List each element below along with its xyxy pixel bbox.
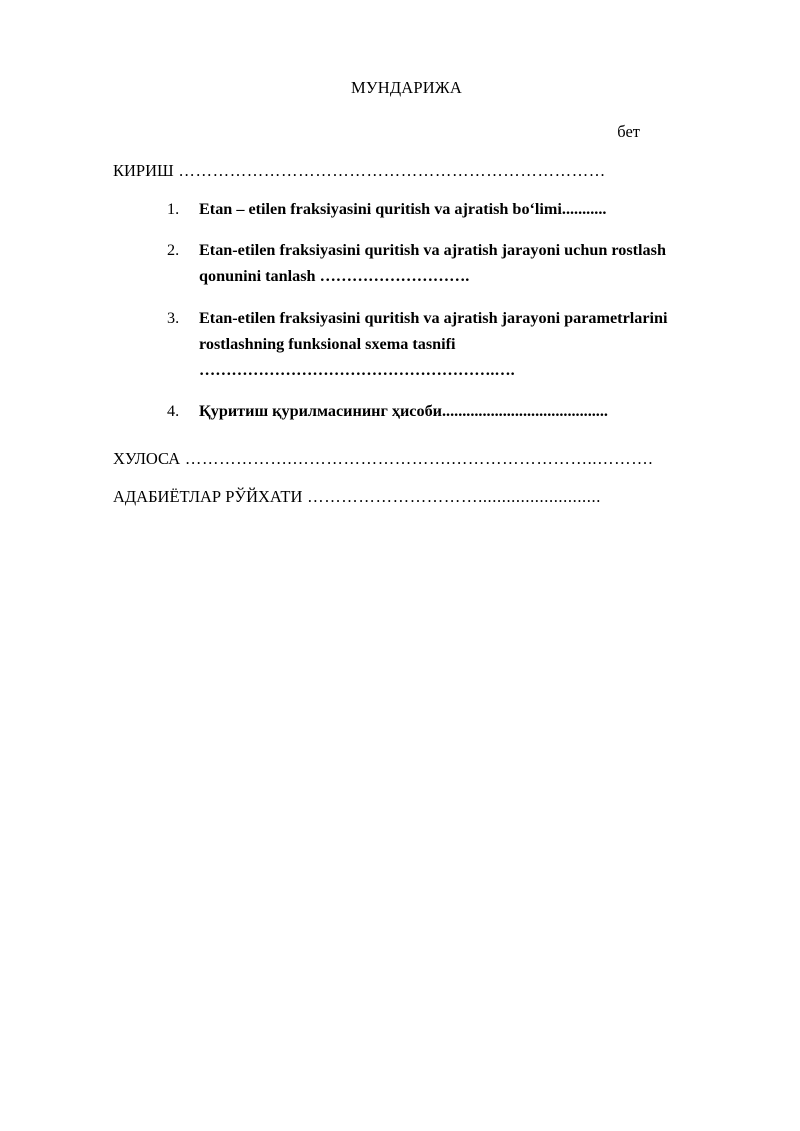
toc-entry-conclusion — [113, 447, 700, 472]
page-title: МУНДАРИЖА — [350, 78, 463, 97]
table-of-contents — [113, 196, 700, 425]
toc-item-2 — [113, 237, 700, 289]
toc-item-4-text: Қуритиш қурилмасининг ҳисоби......................................... — [199, 402, 608, 421]
toc-entry-intro — [113, 161, 700, 181]
toc-entry-conclusion-leader: ……………….……………………….……………………..………. — [180, 448, 654, 468]
toc-entry-intro-leader: ………………………………………………………………… — [173, 161, 606, 180]
toc-item-3-text: Etan-etilen fraksiyasini quritish va ajratish jarayoni parametrlarini rostlashning funksional sxema tasnifi ……………………………………………….…. — [199, 308, 668, 380]
toc-item-1-text: Etan – etilen fraksiyasini quritish va ajratish bo‘limi........... — [199, 200, 607, 218]
toc-item-3 — [113, 305, 700, 384]
toc-entry-conclusion-label: ХУЛОСА — [113, 448, 181, 468]
toc-item-2-text: Etan-etilen fraksiyasini quritish va ajratish jarayoni uchun rostlash qonunini tanlash ………………………. — [199, 241, 666, 286]
page-column-label: бет — [617, 122, 640, 141]
toc-item-4 — [113, 398, 700, 424]
toc-entry-references-label: АДАБИЁТЛАР РЎЙХАТИ — [113, 487, 303, 507]
toc-entry-intro-label: КИРИШ — [113, 161, 174, 180]
toc-item-1 — [113, 196, 700, 222]
toc-entry-references — [113, 485, 700, 510]
toc-entry-references-leader: ………………………….......................... — [302, 487, 601, 507]
